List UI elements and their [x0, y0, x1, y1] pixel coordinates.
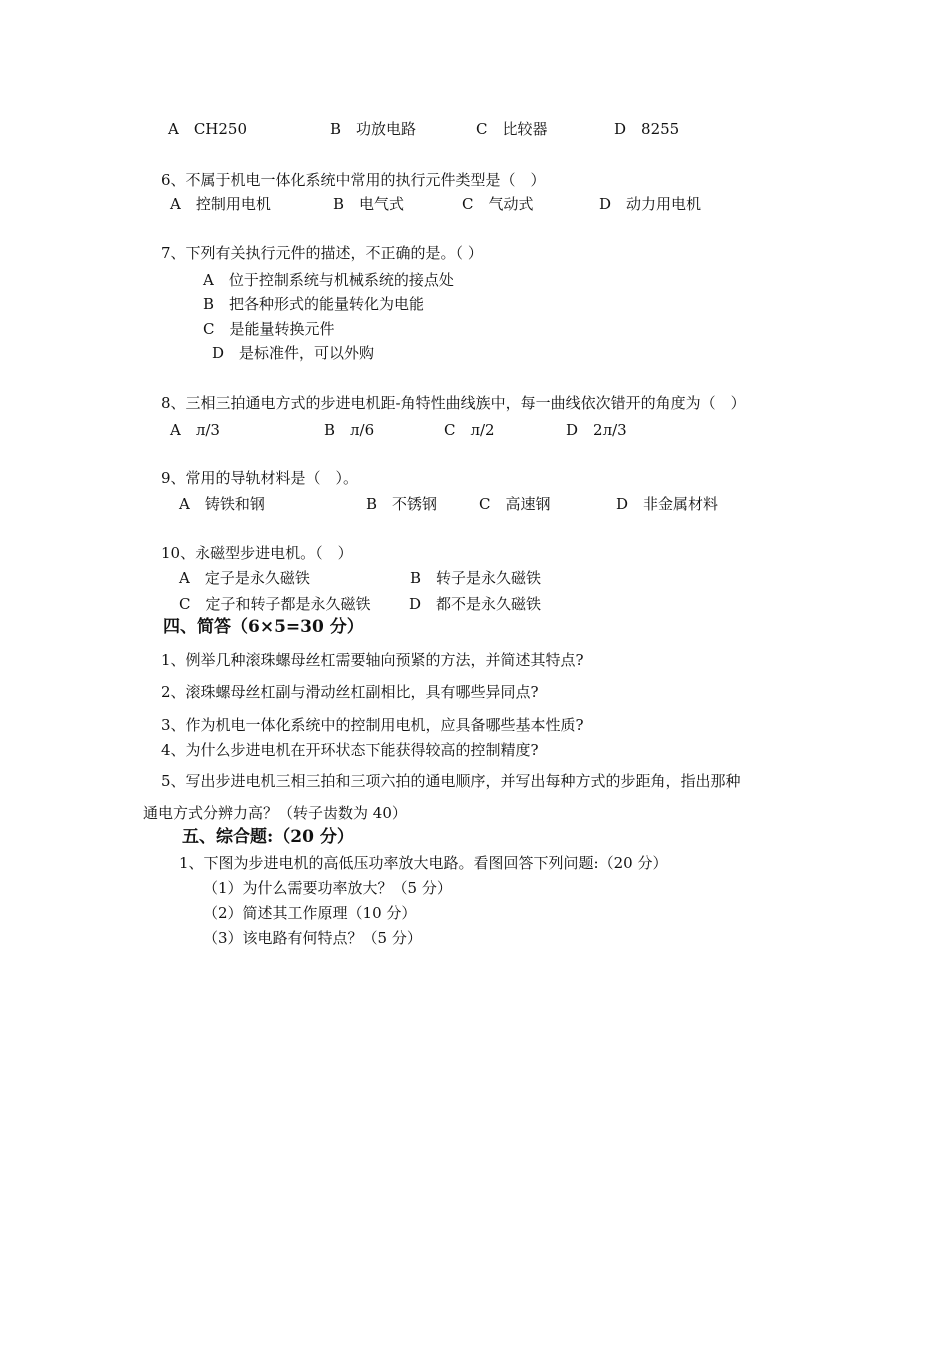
q9-option-a: A 铸铁和钢 [179, 495, 265, 513]
q10-option-b: B 转子是永久磁铁 [410, 569, 542, 587]
q7-option-a: A 位于控制系统与机械系统的接点处 [203, 271, 454, 289]
section4-item-continued: 通电方式分辨力高？（转子齿数为 40） [143, 804, 407, 822]
section4-heading: 四、简答（6×5=30 分） [163, 617, 364, 637]
q8-stem: 8、三相三拍通电方式的步进电机距-角特性曲线族中，每一曲线依次错开的角度为（ ） [161, 394, 746, 412]
section5-subquestion: （3）该电路有何特点？（5 分） [203, 929, 422, 947]
section5-heading: 五、综合题:（20 分） [182, 827, 354, 847]
section4-item: 3、作为机电一体化系统中的控制用电机，应具备哪些基本性质? [161, 716, 584, 734]
q6-stem: 6、不属于机电一体化系统中常用的执行元件类型是（ ） [161, 171, 546, 189]
q6-option-d: D 动力用电机 [599, 195, 702, 213]
section4-item: 5、写出步进电机三相三拍和三项六拍的通电顺序，并写出每种方式的步距角，指出那种 [161, 772, 741, 790]
q10-stem: 10、永磁型步进电机。（ ） [161, 544, 353, 562]
q10-option-c: C 定子和转子都是永久磁铁 [179, 595, 371, 613]
q7-stem: 7、下列有关执行元件的描述，不正确的是。（ ） [161, 244, 483, 262]
q9-stem: 9、常用的导轨材料是（ ）。 [161, 469, 359, 487]
q6-option-c: C 气动式 [462, 195, 534, 213]
section5-subquestion: （1）为什么需要功率放大？（5 分） [203, 879, 452, 897]
q5-option-b: B 功放电路 [330, 120, 417, 138]
q8-option-a: A л/3 [170, 421, 220, 439]
q9-option-c: C 高速钢 [479, 495, 551, 513]
q5-option-c: C 比较器 [476, 120, 548, 138]
q10-option-a: A 定子是永久磁铁 [179, 569, 310, 587]
section4-item: 4、为什么步进电机在开环状态下能获得较高的控制精度? [161, 741, 539, 759]
q7-option-b: B 把各种形式的能量转化为电能 [203, 295, 425, 313]
q7-option-c: C 是能量转换元件 [203, 320, 335, 338]
section4-item: 1、例举几种滚珠螺母丝杠需要轴向预紧的方法，并简述其特点? [161, 651, 584, 669]
q7-option-d: D 是标准件，可以外购 [212, 344, 375, 362]
q9-option-b: B 不锈钢 [366, 495, 438, 513]
section5-subquestion: （2）简述其工作原理（10 分） [203, 904, 417, 922]
q10-option-d: D 都不是永久磁铁 [409, 595, 542, 613]
q6-option-a: A 控制用电机 [170, 195, 271, 213]
q8-option-c: C л/2 [444, 421, 495, 439]
q6-option-b: B 电气式 [333, 195, 405, 213]
q5-option-d: D 8255 [614, 120, 680, 138]
q5-option-a: A CH250 [168, 120, 248, 138]
q9-option-d: D 非金属材料 [616, 495, 719, 513]
section5-question-1: 1、下图为步进电机的高低压功率放大电路。看图回答下列问题:（20 分） [179, 854, 668, 872]
section4-item: 2、滚珠螺母丝杠副与滑动丝杠副相比，具有哪些异同点? [161, 683, 539, 701]
q8-option-d: D 2л/3 [566, 421, 627, 439]
q8-option-b: B л/6 [324, 421, 375, 439]
